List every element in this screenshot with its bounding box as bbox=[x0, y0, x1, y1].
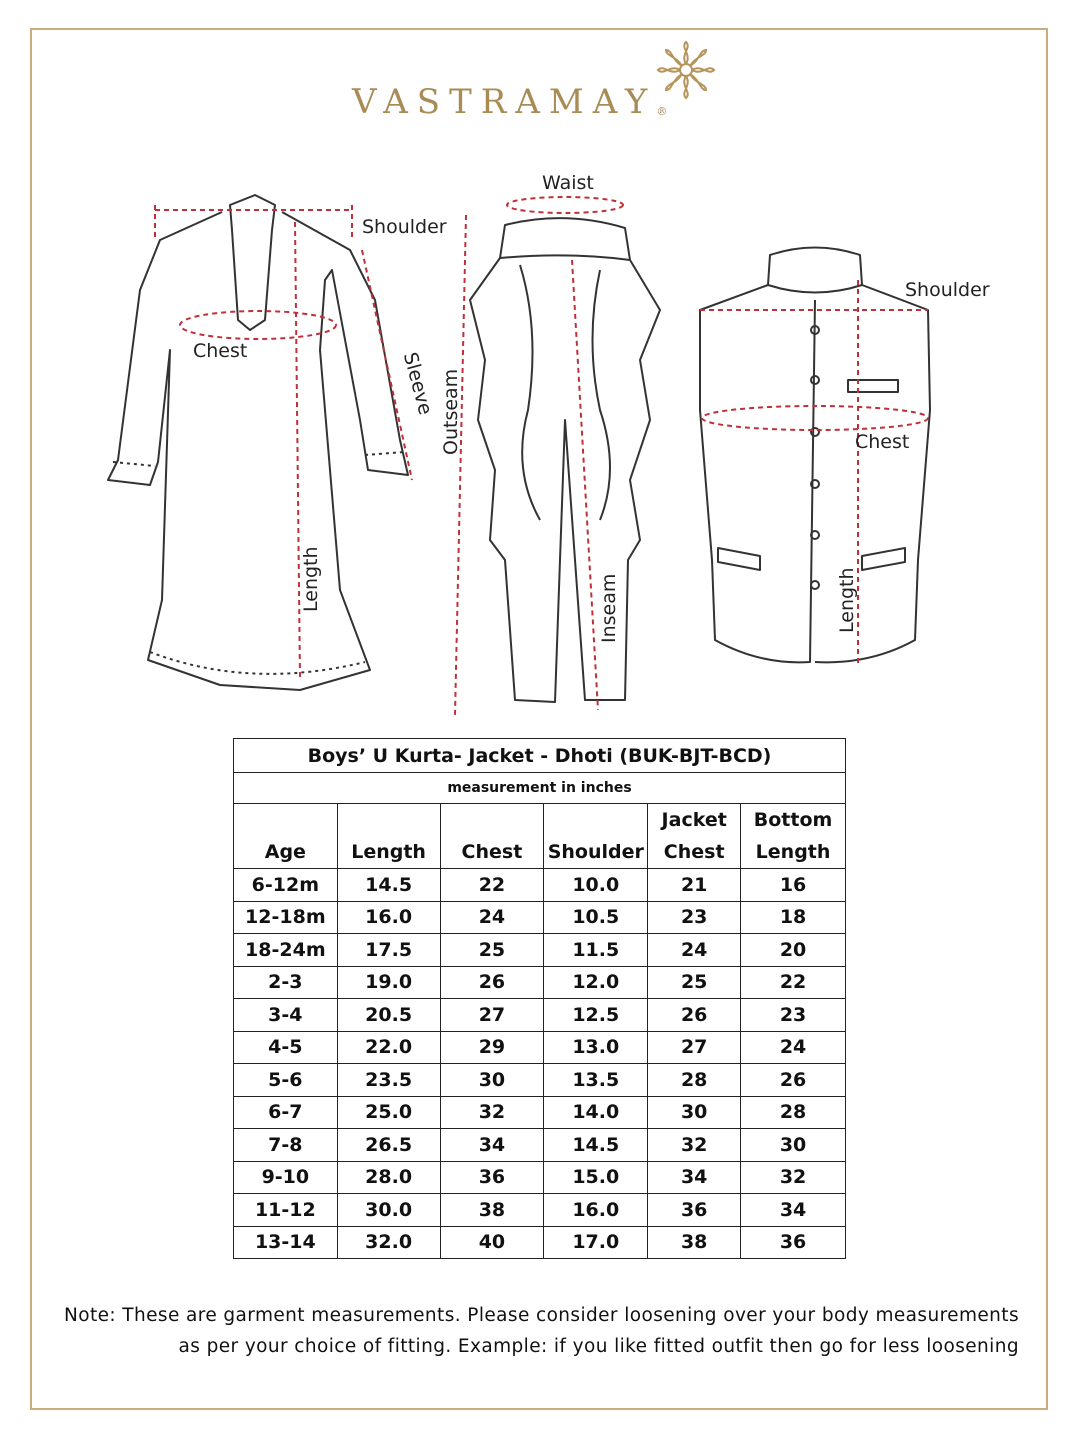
table-cell: 36 bbox=[741, 1226, 846, 1259]
note-line-1: Note: These are garment measurements. Please consider loosening over your body measurements bbox=[64, 1305, 1019, 1326]
table-cell: 23.5 bbox=[337, 1064, 440, 1097]
table-cell: 25 bbox=[648, 966, 741, 999]
table-cell: 30 bbox=[648, 1096, 741, 1129]
table-cell: 13.0 bbox=[544, 1031, 648, 1064]
jacket-shoulder-label: Shoulder bbox=[905, 279, 990, 301]
table-cell: 22 bbox=[741, 966, 846, 999]
table-row bbox=[234, 1031, 846, 1064]
jacket-length-label: Length bbox=[836, 567, 858, 633]
note-line-2: as per your choice of fitting. Example: if you like fitted outfit then go for less loosening bbox=[178, 1336, 1019, 1357]
table-cell: 32.0 bbox=[337, 1226, 440, 1259]
table-cell: 24 bbox=[741, 1031, 846, 1064]
table-cell: 9-10 bbox=[234, 1161, 338, 1194]
header-length: Length bbox=[337, 804, 440, 869]
header-jacket-chest: Jacket Chest bbox=[648, 804, 741, 869]
kurta-length-label: Length bbox=[300, 546, 322, 612]
table-row bbox=[234, 1226, 846, 1259]
table-cell: 34 bbox=[440, 1129, 544, 1162]
table-cell: 17.0 bbox=[544, 1226, 648, 1259]
table-cell: 30.0 bbox=[337, 1194, 440, 1227]
table-cell: 32 bbox=[440, 1096, 544, 1129]
table-cell: 25.0 bbox=[337, 1096, 440, 1129]
table-cell: 15.0 bbox=[544, 1161, 648, 1194]
table-cell: 5-6 bbox=[234, 1064, 338, 1097]
table-cell: 12.5 bbox=[544, 999, 648, 1032]
table-cell: 10.0 bbox=[544, 869, 648, 902]
table-title: Boys’ U Kurta- Jacket - Dhoti (BUK-BJT-BCD) bbox=[234, 739, 846, 773]
table-cell: 23 bbox=[648, 901, 741, 934]
table-header-row bbox=[234, 804, 846, 869]
table-cell: 36 bbox=[440, 1161, 544, 1194]
table-subtitle: measurement in inches bbox=[234, 773, 846, 804]
table-cell: 30 bbox=[741, 1129, 846, 1162]
fitting-note bbox=[39, 1300, 1019, 1362]
registered-mark: ® bbox=[656, 105, 668, 118]
table-row bbox=[234, 1161, 846, 1194]
table-row bbox=[234, 966, 846, 999]
table-cell: 20 bbox=[741, 934, 846, 967]
table-cell: 22.0 bbox=[337, 1031, 440, 1064]
table-cell: 40 bbox=[440, 1226, 544, 1259]
jacket-illustration bbox=[700, 248, 930, 663]
table-row bbox=[234, 869, 846, 902]
table-cell: 17.5 bbox=[337, 934, 440, 967]
table-cell: 28 bbox=[648, 1064, 741, 1097]
kurta-chest-label: Chest bbox=[193, 340, 248, 362]
table-cell: 11.5 bbox=[544, 934, 648, 967]
table-cell: 27 bbox=[440, 999, 544, 1032]
table-cell: 4-5 bbox=[234, 1031, 338, 1064]
table-cell: 11-12 bbox=[234, 1194, 338, 1227]
dhoti-outseam-label: Outseam bbox=[440, 368, 462, 455]
kurta-sleeve-label: Sleeve bbox=[398, 350, 437, 418]
table-cell: 19.0 bbox=[337, 966, 440, 999]
table-cell: 28.0 bbox=[337, 1161, 440, 1194]
table-cell: 25 bbox=[440, 934, 544, 967]
header-chest: Chest bbox=[440, 804, 544, 869]
kurta-illustration bbox=[108, 195, 408, 690]
table-cell: 13.5 bbox=[544, 1064, 648, 1097]
table-cell: 6-7 bbox=[234, 1096, 338, 1129]
table-cell: 18-24m bbox=[234, 934, 338, 967]
dhoti-waist-label: Waist bbox=[542, 172, 594, 194]
table-cell: 14.5 bbox=[544, 1129, 648, 1162]
table-cell: 14.5 bbox=[337, 869, 440, 902]
table-cell: 27 bbox=[648, 1031, 741, 1064]
table-cell: 29 bbox=[440, 1031, 544, 1064]
table-cell: 3-4 bbox=[234, 999, 338, 1032]
header-shoulder: Shoulder bbox=[544, 804, 648, 869]
table-cell: 21 bbox=[648, 869, 741, 902]
table-cell: 34 bbox=[741, 1194, 846, 1227]
table-cell: 23 bbox=[741, 999, 846, 1032]
table-cell: 20.5 bbox=[337, 999, 440, 1032]
table-row bbox=[234, 1096, 846, 1129]
table-cell: 32 bbox=[648, 1129, 741, 1162]
table-cell: 26.5 bbox=[337, 1129, 440, 1162]
size-chart-table bbox=[233, 738, 846, 1259]
table-cell: 32 bbox=[741, 1161, 846, 1194]
table-cell: 38 bbox=[648, 1226, 741, 1259]
table-cell: 18 bbox=[741, 901, 846, 934]
table-cell: 13-14 bbox=[234, 1226, 338, 1259]
table-row bbox=[234, 1194, 846, 1227]
table-cell: 12.0 bbox=[544, 966, 648, 999]
table-cell: 16.0 bbox=[544, 1194, 648, 1227]
table-cell: 24 bbox=[648, 934, 741, 967]
table-cell: 22 bbox=[440, 869, 544, 902]
table-row bbox=[234, 1064, 846, 1097]
table-cell: 26 bbox=[741, 1064, 846, 1097]
table-cell: 10.5 bbox=[544, 901, 648, 934]
dhoti-inseam-label: Inseam bbox=[598, 573, 620, 643]
table-cell: 12-18m bbox=[234, 901, 338, 934]
table-cell: 36 bbox=[648, 1194, 741, 1227]
table-cell: 28 bbox=[741, 1096, 846, 1129]
header-age: Age bbox=[234, 804, 338, 869]
table-cell: 34 bbox=[648, 1161, 741, 1194]
table-cell: 2-3 bbox=[234, 966, 338, 999]
dhoti-illustration bbox=[470, 218, 660, 702]
table-row bbox=[234, 1129, 846, 1162]
table-row bbox=[234, 934, 846, 967]
kurta-shoulder-label: Shoulder bbox=[362, 216, 447, 238]
table-row bbox=[234, 999, 846, 1032]
header-bottom-length: Bottom Length bbox=[741, 804, 846, 869]
table-cell: 26 bbox=[648, 999, 741, 1032]
table-cell: 16.0 bbox=[337, 901, 440, 934]
table-cell: 38 bbox=[440, 1194, 544, 1227]
table-cell: 26 bbox=[440, 966, 544, 999]
table-cell: 16 bbox=[741, 869, 846, 902]
jacket-chest-label: Chest bbox=[855, 431, 910, 453]
brand-name: VASTRAMAY bbox=[352, 82, 657, 122]
table-cell: 6-12m bbox=[234, 869, 338, 902]
table-cell: 14.0 bbox=[544, 1096, 648, 1129]
table-cell: 30 bbox=[440, 1064, 544, 1097]
table-cell: 7-8 bbox=[234, 1129, 338, 1162]
table-cell: 24 bbox=[440, 901, 544, 934]
table-row bbox=[234, 901, 846, 934]
